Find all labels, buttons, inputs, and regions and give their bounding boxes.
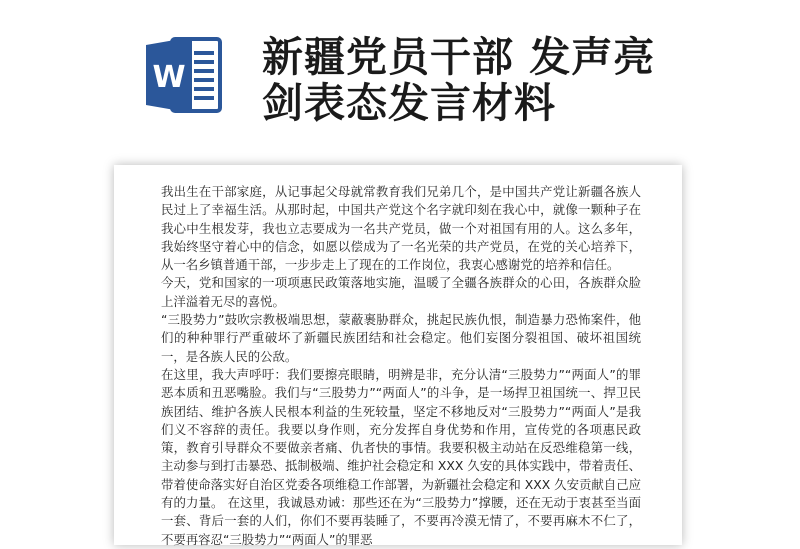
word-document-icon: [142, 33, 226, 117]
paragraph-2: 今天，党和国家的一项项惠民政策落地实施，温暖了全疆各族群众的心田，各族群众脸上洋溢着无尽的喜悦。: [161, 275, 641, 309]
document-page: [114, 165, 682, 545]
document-body: [161, 183, 641, 549]
word-letter: W: [152, 60, 186, 95]
paragraph-4: 在这里，我大声呼吁：我们要擦亮眼睛，明辨是非，充分认清“三股势力”“两面人”的罪恶本质和丑恶嘴脸。我们与“三股势力”“两面人”的斗争，是一场捍卫祖国统一、捍卫民族团结、维护各族人民根本利益的生死较量，坚定不移地反对“三股势力”“两面人”是我们义不容辞的责任。我要以身作则，充分发挥自身优势和作用，宣传党的各项惠民政策，教育引导群众不要做亲者痛、仇者快的事情。我要积极主动站在反恐维稳第一线，主动参与到打击暴恐、抵制极端、维护社会稳定和 XXX 久安的具体实践中，带着责任、带着使命落实好自治区党委各项维稳工作部署，为新疆社会稳定和 XXX 久安贡献自己应有的力量。 在这里，我诚恳劝诫：那些还在为“三股势力”撑腰，还在无动于衷甚至当面一套、背后一套的人们，你们不要再装睡了，不要再冷漠无情了，不要再麻木不仁了，不要再容忍“三股势力”“两面人”的罪恶: [161, 366, 641, 547]
paragraph-1: 我出生在干部家庭，从记事起父母就常教育我们兄弟几个，是中国共产党让新疆各族人民过上了幸福生活。从那时起，中国共产党这个名字就印刻在我心中，就像一颗种子在我心中生根发芽，我也立志要成为一名共产党员，做一个对祖国有用的人。这么多年，我始终坚守着心中的信念，如愿以偿成为了一名光荣的共产党员，在党的关心培养下，从一名乡镇普通干部，一步步走上了现在的工作岗位，我衷心感谢党的培养和信任。: [161, 184, 641, 273]
page-title: 新疆党员干部 发声亮剑表态发言材料: [262, 33, 656, 127]
paragraph-3: “三股势力”鼓吹宗教极端思想，蒙蔽裹胁群众，挑起民族仇恨，制造暴力恐怖案件，他们的种种罪行严重破坏了新疆民族团结和社会稳定。他们妄图分裂祖国、破坏祖国统一，是各族人民的公敌。: [161, 312, 641, 364]
